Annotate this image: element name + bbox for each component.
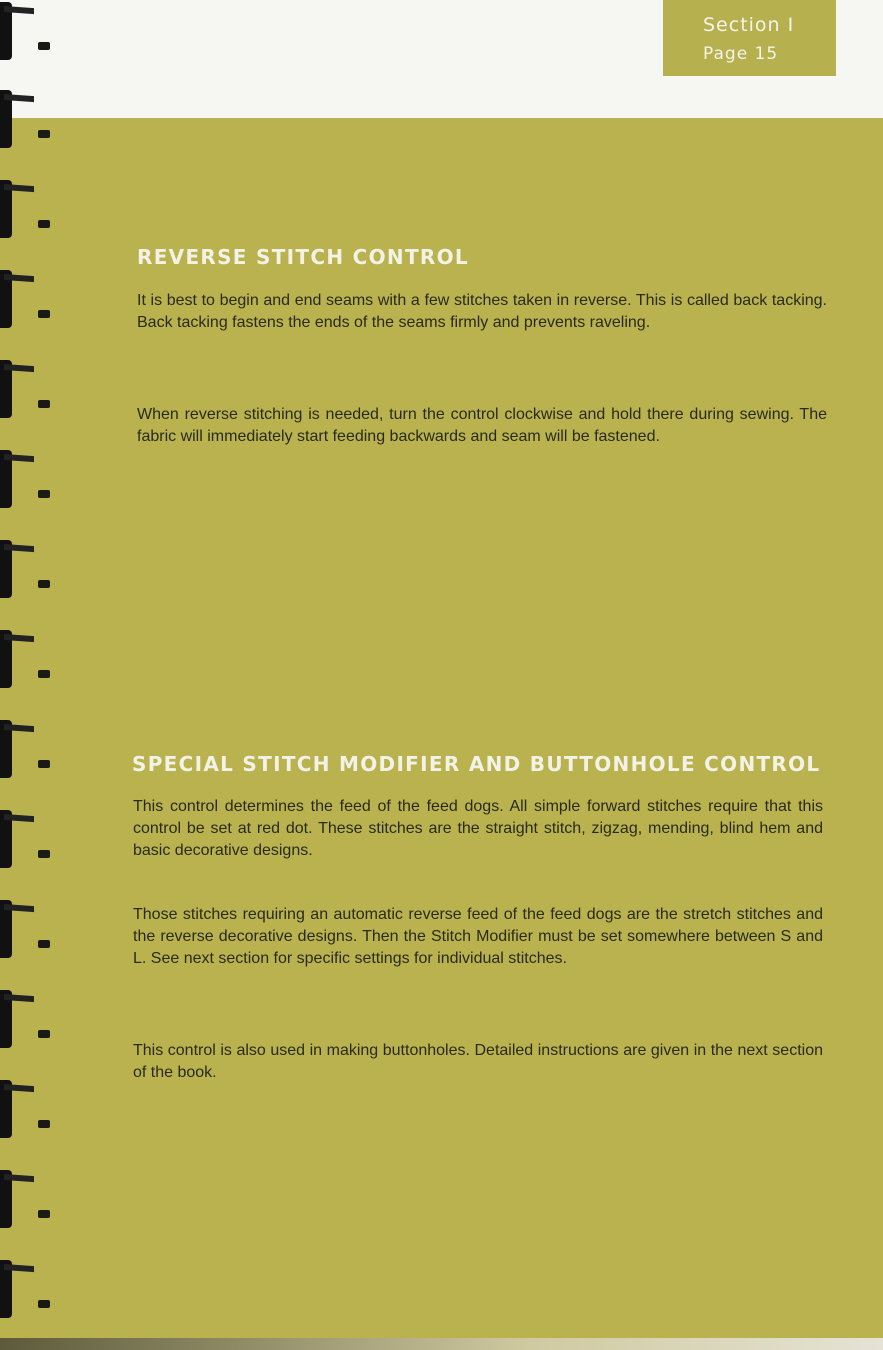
binding-ring [0, 720, 52, 778]
stitch-modifier-paragraph-3: This control is also used in making buttonholes. Detailed instructions are given in the next section of the book. [133, 1042, 823, 1081]
stitch-modifier-paragraph-1: This control determines the feed of the feed dogs. All simple forward stitches require that this control be set at red dot. These stitches are the straight stitch, zigzag, mending, blind hem and basic decorative designs. [133, 798, 823, 859]
binding-ring [0, 360, 52, 418]
reverse-stitch-paragraph-2: When reverse stitching is needed, turn the control clockwise and hold there during sewing. The fabric will immediately start feeding backwards and seam will be fastened. [137, 406, 827, 445]
binding-ring [0, 270, 52, 328]
section-tab [663, 0, 836, 76]
binding-ring [0, 1260, 52, 1318]
section-label: Section I [703, 14, 795, 36]
binding-ring [0, 900, 52, 958]
binding-ring [0, 1170, 52, 1228]
spiral-binding [0, 0, 56, 1350]
reverse-stitch-heading: REVERSE STITCH CONTROL [137, 245, 469, 269]
binding-ring [0, 1080, 52, 1138]
binding-ring [0, 90, 52, 148]
stitch-modifier-paragraph-2: Those stitches requiring an automatic reverse feed of the feed dogs are the stretch stitches and the reverse decorative designs. Then the Stitch Modifier must be set somewhere between S and L. See next section for specific settings for individual stitches. [133, 906, 823, 967]
page-number: Page 15 [703, 44, 779, 64]
binding-ring [0, 630, 52, 688]
binding-ring [0, 810, 52, 868]
page-bottom-edge [0, 1338, 883, 1350]
binding-ring [0, 990, 52, 1048]
binding-ring [0, 450, 52, 508]
binding-ring [0, 540, 52, 598]
stitch-modifier-heading: SPECIAL STITCH MODIFIER AND BUTTONHOLE CONTROL [132, 752, 821, 776]
reverse-stitch-paragraph-1: It is best to begin and end seams with a few stitches taken in reverse. This is called back tacking. Back tacking fastens the ends of the seams firmly and prevents raveling. [137, 292, 827, 331]
binding-ring [0, 180, 52, 238]
binding-ring [0, 2, 52, 60]
